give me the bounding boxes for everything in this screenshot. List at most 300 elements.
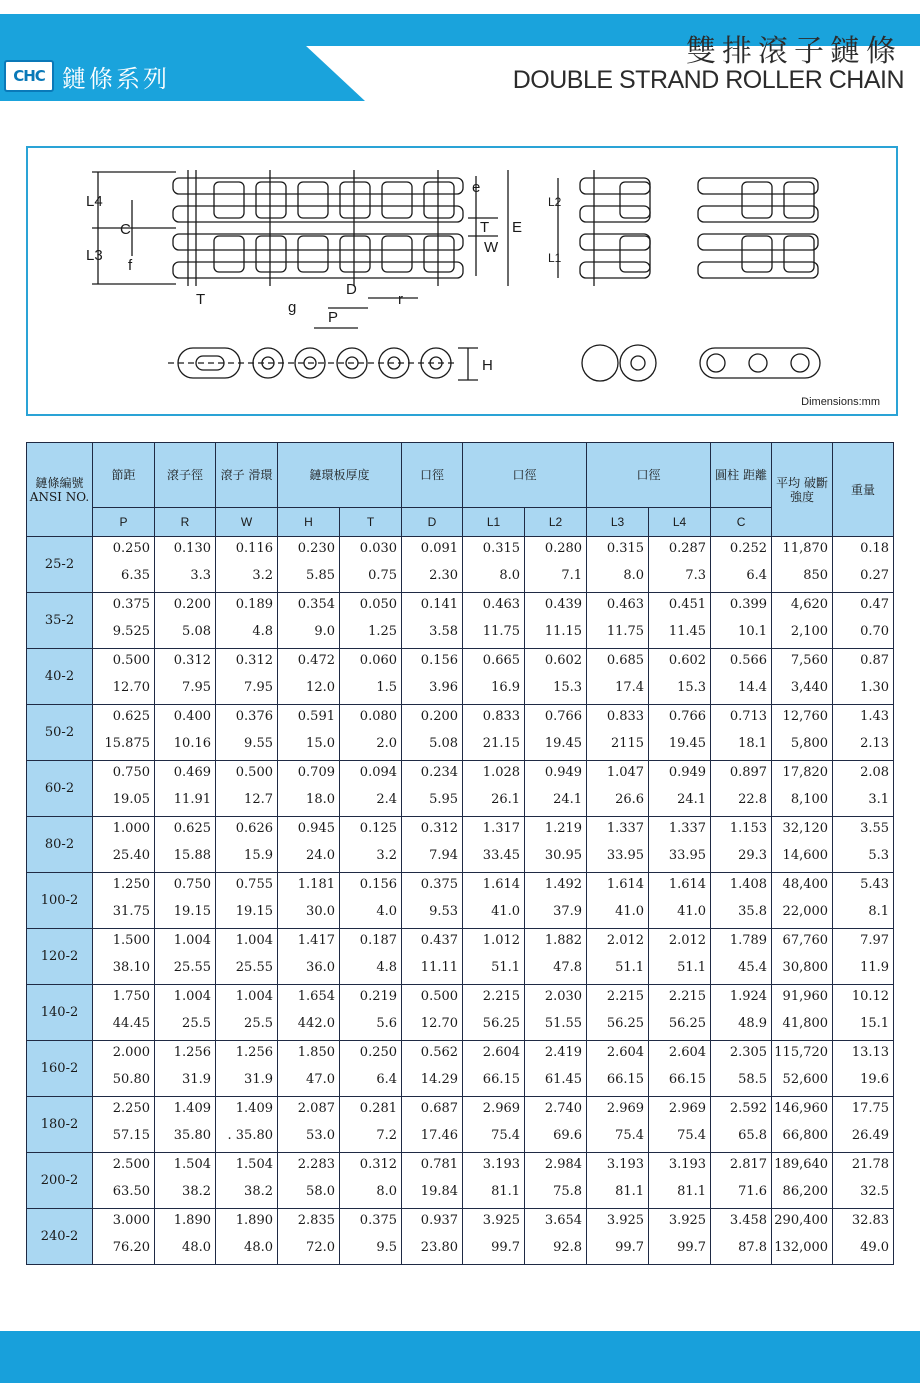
table-cell — [216, 1097, 278, 1153]
value-inch: 67,760 — [782, 933, 829, 948]
table-cell — [155, 1041, 216, 1097]
table-cell — [772, 649, 833, 705]
value-inch: 0.141 — [420, 597, 459, 612]
table-cell — [833, 537, 894, 593]
value-mm: 10.16 — [173, 736, 211, 751]
value-inch: 0.602 — [668, 653, 707, 668]
row-model: 120-2 — [27, 929, 93, 985]
table-cell — [587, 537, 649, 593]
value-mm: 25.55 — [235, 960, 273, 975]
value-inch: 0.562 — [420, 1045, 459, 1060]
value-inch: 2.215 — [482, 989, 521, 1004]
value-inch: 1.409 — [173, 1101, 211, 1116]
value-mm: 76.20 — [112, 1240, 150, 1255]
table-cell — [278, 649, 340, 705]
value-mm: 1.5 — [376, 680, 398, 695]
value-inch: 2.500 — [112, 1157, 150, 1172]
table-cell — [340, 1153, 402, 1209]
value-inch: 2.012 — [668, 933, 707, 948]
value-inch: 1.047 — [606, 765, 645, 780]
value-mm: 87.8 — [738, 1240, 768, 1255]
row-model: 60-2 — [27, 761, 93, 817]
value-mm: 16.9 — [491, 680, 521, 695]
value-mm: 81.1 — [491, 1184, 521, 1199]
table-cell — [649, 537, 711, 593]
value-inch: 1.43 — [860, 709, 890, 724]
table-cell — [525, 929, 587, 985]
value-inch: 2.250 — [112, 1101, 150, 1116]
value-mm: 63.50 — [112, 1184, 150, 1199]
table-cell — [463, 1097, 525, 1153]
page-title-en: DOUBLE STRAND ROLLER CHAIN — [512, 66, 904, 94]
table-cell — [216, 705, 278, 761]
value-mm: 25.5 — [182, 1016, 211, 1031]
value-mm: 8.0 — [376, 1184, 398, 1199]
value-inch: 3.193 — [668, 1157, 707, 1172]
value-inch: 0.252 — [729, 541, 768, 556]
table-cell — [772, 1097, 833, 1153]
value-inch: 0.281 — [359, 1101, 398, 1116]
value-mm: 51.1 — [491, 960, 521, 975]
value-mm: 66.15 — [668, 1072, 707, 1087]
value-inch: 1.004 — [173, 989, 211, 1004]
dim-label-l4: L4 — [86, 193, 103, 210]
col-sym-w: W — [216, 508, 278, 537]
value-inch: 1.408 — [729, 877, 768, 892]
value-mm: 49.0 — [860, 1240, 890, 1255]
value-inch: 0.602 — [544, 653, 583, 668]
table-cell — [340, 537, 402, 593]
dim-label-g: g — [288, 299, 297, 316]
row-model: 80-2 — [27, 817, 93, 873]
value-inch: 0.156 — [359, 877, 398, 892]
table-cell — [278, 985, 340, 1041]
value-mm: . 35.80 — [227, 1128, 273, 1143]
value-mm: 50.80 — [112, 1072, 150, 1087]
table-cell — [463, 537, 525, 593]
dim-label-l2: L2 — [548, 195, 562, 209]
table-cell — [711, 1097, 772, 1153]
series-label: 鏈條系列 — [62, 64, 170, 93]
col-head-weight: 重量 — [833, 443, 894, 537]
table-cell — [772, 705, 833, 761]
value-inch: 0.312 — [173, 653, 211, 668]
value-mm: 99.7 — [677, 1240, 707, 1255]
dim-label-c: C — [120, 221, 131, 238]
value-mm: 53.0 — [306, 1128, 335, 1143]
table-cell — [587, 1097, 649, 1153]
table-cell — [463, 1209, 525, 1265]
value-mm: 11.91 — [173, 792, 211, 807]
row-model: 50-2 — [27, 705, 93, 761]
table-row — [27, 817, 894, 873]
col-head-bore-d: 口徑 — [402, 443, 463, 508]
value-mm: 52,600 — [782, 1072, 829, 1087]
table-cell — [278, 705, 340, 761]
table-cell — [587, 593, 649, 649]
value-mm: 33.95 — [606, 848, 645, 863]
table-cell — [711, 929, 772, 985]
value-inch: 0.685 — [606, 653, 645, 668]
value-mm: 9.55 — [244, 736, 273, 751]
table-cell — [216, 649, 278, 705]
dim-label-t: T — [196, 291, 206, 308]
value-mm: 8.0 — [499, 568, 521, 583]
value-mm: 33.95 — [668, 848, 707, 863]
table-cell — [711, 593, 772, 649]
table-cell — [155, 985, 216, 1041]
value-mm: 7.94 — [429, 848, 459, 863]
table-cell — [340, 1097, 402, 1153]
table-cell — [649, 985, 711, 1041]
value-inch: 2.012 — [606, 933, 645, 948]
table-cell — [772, 985, 833, 1041]
value-mm: 5.3 — [868, 848, 890, 863]
value-mm: 41.0 — [615, 904, 645, 919]
value-inch: 290,400 — [774, 1213, 829, 1228]
value-mm: 26.1 — [491, 792, 521, 807]
value-mm: 47.0 — [306, 1072, 335, 1087]
value-inch: 1.417 — [297, 933, 335, 948]
value-mm: 19.15 — [173, 904, 211, 919]
value-inch: 0.709 — [297, 765, 335, 780]
dim-label-r: r — [398, 291, 403, 308]
table-cell — [525, 761, 587, 817]
table-cell — [649, 593, 711, 649]
chc-logo: CHC — [4, 60, 54, 92]
table-cell — [525, 817, 587, 873]
value-mm: 4.8 — [376, 960, 398, 975]
table-cell — [402, 873, 463, 929]
col-head-model: 鏈條編號 ANSI NO. — [27, 443, 93, 537]
row-model: 25-2 — [27, 537, 93, 593]
table-cell — [155, 929, 216, 985]
table-cell — [402, 1153, 463, 1209]
value-inch: 0.312 — [359, 1157, 398, 1172]
spec-table — [26, 442, 894, 1265]
row-model: 160-2 — [27, 1041, 93, 1097]
dim-label-l3: L3 — [86, 247, 103, 264]
value-inch: 0.472 — [297, 653, 335, 668]
value-mm: 9.5 — [376, 1240, 398, 1255]
table-row — [27, 537, 894, 593]
value-inch: 0.750 — [112, 765, 150, 780]
table-cell — [216, 593, 278, 649]
table-cell — [463, 593, 525, 649]
dim-label-h: H — [482, 357, 493, 374]
value-inch: 0.451 — [668, 597, 707, 612]
value-inch: 1.654 — [297, 989, 335, 1004]
value-mm: 2,100 — [790, 624, 829, 639]
value-mm: 14.4 — [738, 680, 768, 695]
value-inch: 1.504 — [173, 1157, 211, 1172]
value-inch: 1.924 — [729, 989, 768, 1004]
table-cell — [463, 929, 525, 985]
row-model: 35-2 — [27, 593, 93, 649]
value-inch: 1.012 — [482, 933, 521, 948]
value-inch: 0.376 — [235, 709, 273, 724]
table-cell — [278, 1097, 340, 1153]
value-mm: 48.9 — [738, 1016, 768, 1031]
table-cell — [402, 929, 463, 985]
value-mm: 3.2 — [252, 568, 273, 583]
value-inch: 2.283 — [297, 1157, 335, 1172]
table-cell — [93, 537, 155, 593]
value-inch: 0.945 — [297, 821, 335, 836]
value-inch: 2.835 — [297, 1213, 335, 1228]
value-inch: 1.004 — [235, 933, 273, 948]
value-mm: 0.75 — [368, 568, 398, 583]
value-mm: 9.0 — [314, 624, 335, 639]
col-sym-h: H — [278, 508, 340, 537]
value-mm: 5,800 — [790, 736, 829, 751]
value-inch: 1.890 — [173, 1213, 211, 1228]
value-mm: 6.4 — [746, 568, 768, 583]
row-model: 40-2 — [27, 649, 93, 705]
value-mm: 3.2 — [376, 848, 398, 863]
value-mm: 5.95 — [429, 792, 459, 807]
value-mm: 11.75 — [606, 624, 645, 639]
row-model: 200-2 — [27, 1153, 93, 1209]
table-cell — [93, 985, 155, 1041]
value-mm: 11.75 — [482, 624, 521, 639]
dim-label-t-right: T — [480, 219, 490, 236]
table-cell — [525, 1041, 587, 1097]
value-mm: 24.0 — [306, 848, 335, 863]
value-inch: 0.833 — [482, 709, 521, 724]
brand — [4, 58, 170, 94]
value-mm: 48.0 — [182, 1240, 211, 1255]
value-inch: 13.13 — [851, 1045, 890, 1060]
value-mm: 22.8 — [738, 792, 768, 807]
value-inch: 4,620 — [790, 597, 829, 612]
table-cell — [772, 873, 833, 929]
value-inch: 0.399 — [729, 597, 768, 612]
value-inch: 2.604 — [668, 1045, 707, 1060]
value-inch: 2.817 — [729, 1157, 768, 1172]
value-mm: 32.5 — [860, 1184, 890, 1199]
table-cell — [587, 1209, 649, 1265]
value-mm: 25.40 — [112, 848, 150, 863]
value-mm: 81.1 — [677, 1184, 707, 1199]
value-mm: 35.8 — [738, 904, 768, 919]
table-cell — [649, 761, 711, 817]
value-inch: 2.604 — [482, 1045, 521, 1060]
value-mm: 3,440 — [790, 680, 829, 695]
table-cell — [155, 1153, 216, 1209]
value-mm: 11.45 — [668, 624, 707, 639]
table-cell — [278, 1209, 340, 1265]
value-mm: 442.0 — [297, 1016, 335, 1031]
value-inch: 146,960 — [774, 1101, 829, 1116]
table-row — [27, 929, 894, 985]
value-inch: 0.781 — [420, 1157, 459, 1172]
value-mm: 44.45 — [112, 1016, 150, 1031]
value-mm: 72.0 — [306, 1240, 335, 1255]
table-cell — [463, 985, 525, 1041]
value-inch: 0.500 — [235, 765, 273, 780]
table-cell — [340, 873, 402, 929]
value-inch: 0.230 — [297, 541, 335, 556]
table-cell — [93, 817, 155, 873]
row-model: 240-2 — [27, 1209, 93, 1265]
value-mm: 23.80 — [420, 1240, 459, 1255]
value-mm: 10.1 — [738, 624, 768, 639]
table-cell — [711, 1041, 772, 1097]
value-mm: 7.95 — [182, 680, 211, 695]
table-cell — [155, 1097, 216, 1153]
table-cell — [649, 1041, 711, 1097]
value-inch: 11,870 — [782, 541, 829, 556]
table-cell — [402, 537, 463, 593]
value-inch: 2.305 — [729, 1045, 768, 1060]
value-inch: 1.750 — [112, 989, 150, 1004]
value-inch: 0.47 — [860, 597, 890, 612]
dim-label-w: W — [484, 239, 499, 256]
value-inch: 3.193 — [606, 1157, 645, 1172]
table-cell — [525, 649, 587, 705]
col-head-pitch: 節距 — [93, 443, 155, 508]
value-inch: 0.665 — [482, 653, 521, 668]
table-cell — [278, 593, 340, 649]
value-mm: 48.0 — [244, 1240, 273, 1255]
table-cell — [525, 985, 587, 1041]
table-cell — [772, 593, 833, 649]
value-inch: 3.193 — [482, 1157, 521, 1172]
table-cell — [772, 817, 833, 873]
value-inch: 1.256 — [173, 1045, 211, 1060]
value-mm: 12.7 — [244, 792, 273, 807]
table-cell — [340, 649, 402, 705]
value-mm: 4.8 — [252, 624, 273, 639]
value-inch: 2.087 — [297, 1101, 335, 1116]
table-cell — [525, 873, 587, 929]
units-note: Dimensions:mm — [801, 396, 880, 408]
table-cell — [587, 761, 649, 817]
value-mm: 0.70 — [860, 624, 890, 639]
value-inch: 0.400 — [173, 709, 211, 724]
value-mm: 14.29 — [420, 1072, 459, 1087]
value-inch: 115,720 — [774, 1045, 829, 1060]
value-inch: 0.280 — [544, 541, 583, 556]
value-mm: 57.15 — [112, 1128, 150, 1143]
value-inch: 3.55 — [860, 821, 890, 836]
table-cell — [340, 705, 402, 761]
table-cell — [711, 873, 772, 929]
value-mm: 69.6 — [553, 1128, 583, 1143]
table-cell — [93, 1097, 155, 1153]
value-inch: 32.83 — [851, 1213, 890, 1228]
value-mm: 15.9 — [244, 848, 273, 863]
value-mm: 18.1 — [738, 736, 768, 751]
chain-drawing — [28, 148, 896, 414]
value-mm: 24.1 — [677, 792, 707, 807]
table-cell — [278, 1041, 340, 1097]
value-inch: 0.156 — [420, 653, 459, 668]
table-cell — [93, 1209, 155, 1265]
value-mm: 51.1 — [677, 960, 707, 975]
table-cell — [711, 1153, 772, 1209]
value-inch: 2.969 — [668, 1101, 707, 1116]
value-inch: 1.789 — [729, 933, 768, 948]
value-inch: 0.354 — [297, 597, 335, 612]
value-inch: 48,400 — [782, 877, 829, 892]
table-cell — [155, 537, 216, 593]
value-inch: 1.337 — [606, 821, 645, 836]
value-mm: 22,000 — [782, 904, 829, 919]
table-cell — [402, 705, 463, 761]
value-mm: 850 — [803, 568, 829, 583]
value-inch: 0.500 — [420, 989, 459, 1004]
value-inch: 0.125 — [359, 821, 398, 836]
table-cell — [402, 649, 463, 705]
table-row — [27, 1153, 894, 1209]
value-mm: 3.58 — [429, 624, 459, 639]
value-inch: 1.000 — [112, 821, 150, 836]
table-cell — [587, 873, 649, 929]
value-inch: 1.500 — [112, 933, 150, 948]
table-cell — [833, 985, 894, 1041]
value-inch: 0.375 — [420, 877, 459, 892]
table-cell — [340, 929, 402, 985]
value-mm: 81.1 — [615, 1184, 645, 1199]
table-cell — [93, 1041, 155, 1097]
value-mm: 5.08 — [182, 624, 211, 639]
col-head-bore-l3l4: 口徑 — [587, 443, 711, 508]
table-cell — [155, 593, 216, 649]
table-cell — [278, 929, 340, 985]
table-cell — [216, 817, 278, 873]
value-inch: 0.312 — [420, 821, 459, 836]
value-inch: 1.890 — [235, 1213, 273, 1228]
value-mm: 3.3 — [190, 568, 211, 583]
table-cell — [93, 1153, 155, 1209]
table-cell — [833, 761, 894, 817]
table-cell — [340, 985, 402, 1041]
table-row — [27, 985, 894, 1041]
table-cell — [93, 873, 155, 929]
table-cell — [649, 817, 711, 873]
value-mm: 25.55 — [173, 960, 211, 975]
value-mm: 19.45 — [668, 736, 707, 751]
value-inch: 0.091 — [420, 541, 459, 556]
value-inch: 5.43 — [860, 877, 890, 892]
value-mm: 75.4 — [615, 1128, 645, 1143]
table-cell — [772, 929, 833, 985]
table-cell — [340, 817, 402, 873]
table-cell — [833, 1209, 894, 1265]
table-row — [27, 1041, 894, 1097]
value-inch: 2.604 — [606, 1045, 645, 1060]
table-cell — [93, 929, 155, 985]
table-cell — [463, 649, 525, 705]
value-inch: 0.755 — [235, 877, 273, 892]
value-inch: 0.937 — [420, 1213, 459, 1228]
value-mm: 30.95 — [544, 848, 583, 863]
value-inch: 0.060 — [359, 653, 398, 668]
value-mm: 31.9 — [244, 1072, 273, 1087]
value-mm: 99.7 — [615, 1240, 645, 1255]
value-mm: 14,600 — [782, 848, 829, 863]
value-mm: 56.25 — [668, 1016, 707, 1031]
table-cell — [463, 761, 525, 817]
value-inch: 0.315 — [482, 541, 521, 556]
table-cell — [463, 1041, 525, 1097]
value-inch: 1.614 — [668, 877, 707, 892]
value-mm: 38.2 — [182, 1184, 211, 1199]
value-mm: 45.4 — [738, 960, 768, 975]
value-mm: 11.9 — [860, 960, 890, 975]
